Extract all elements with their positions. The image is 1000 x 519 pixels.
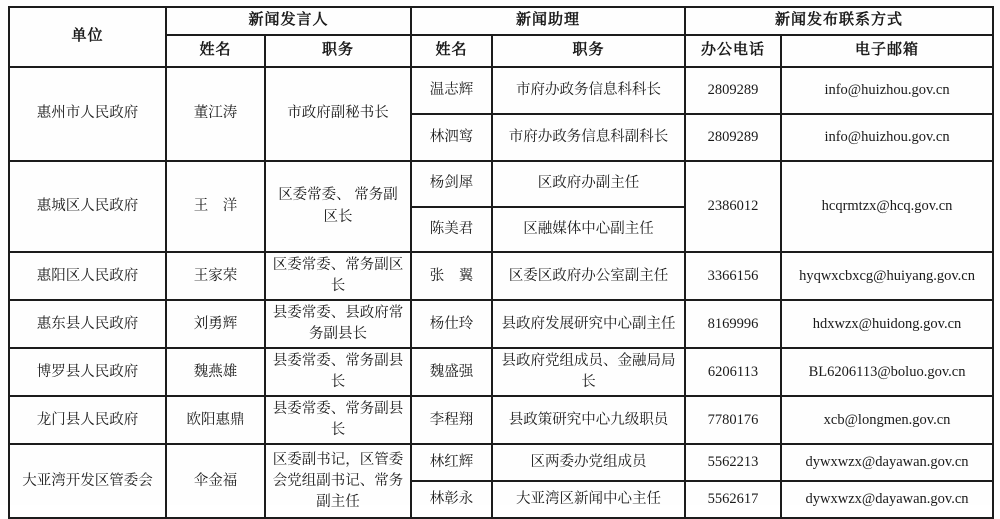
assistant-position-cell: 市府办政务信息科科长 [492,67,685,114]
spokesperson-contact-table [8,6,994,519]
phone-cell: 2386012 [685,161,781,252]
assistant-position-cell: 区融媒体中心副主任 [492,207,685,252]
unit-cell: 博罗县人民政府 [9,348,166,396]
phone-cell: 2809289 [685,67,781,114]
assistant-name-cell: 杨仕玲 [411,300,492,348]
assistant-position-cell: 区政府办副主任 [492,161,685,207]
assistant-name-cell: 李程翔 [411,396,492,444]
assistant-name-cell: 林彰永 [411,481,492,518]
spokesperson-name-cell: 刘勇辉 [166,300,265,348]
assistant-name-cell: 林红辉 [411,444,492,481]
spokesperson-position-cell: 市政府副秘书长 [265,67,411,161]
spokesperson-position-cell: 县委常委、常务副县长 [265,396,411,444]
assistant-name-cell: 魏盛强 [411,348,492,396]
unit-cell: 惠州市人民政府 [9,67,166,161]
header-email: 电子邮箱 [781,35,993,67]
unit-cell: 大亚湾开发区管委会 [9,444,166,518]
header-assistant-group: 新闻助理 [411,7,685,35]
assistant-name-cell: 温志辉 [411,67,492,114]
email-cell: info@huizhou.gov.cn [781,67,993,114]
phone-cell: 2809289 [685,114,781,161]
assistant-position-cell: 市府办政务信息科副科长 [492,114,685,161]
assistant-position-cell: 区委区政府办公室副主任 [492,252,685,300]
header-row-groups [9,7,993,35]
spokesperson-position-cell: 县委常委、常务副县长 [265,348,411,396]
header-contact-group: 新闻发布联系方式 [685,7,993,35]
spokesperson-name-cell: 王家荣 [166,252,265,300]
table-row [9,252,993,300]
spokesperson-name-cell: 王 洋 [166,161,265,252]
assistant-position-cell: 县政府发展研究中心副主任 [492,300,685,348]
header-phone: 办公电话 [685,35,781,67]
assistant-name-cell: 陈美君 [411,207,492,252]
unit-cell: 惠阳区人民政府 [9,252,166,300]
spokesperson-position-cell: 县委常委、县政府常务副县长 [265,300,411,348]
email-cell: dywxwzx@dayawan.gov.cn [781,444,993,481]
phone-cell: 3366156 [685,252,781,300]
table-row [9,396,993,444]
table-row [9,348,993,396]
assistant-position-cell: 区两委办党组成员 [492,444,685,481]
phone-cell: 8169996 [685,300,781,348]
table-row [9,300,993,348]
spokesperson-position-cell: 区委常委、 常务副区长 [265,161,411,252]
table-row [9,161,993,207]
phone-cell: 5562617 [685,481,781,518]
email-cell: xcb@longmen.gov.cn [781,396,993,444]
email-cell: hdxwzx@huidong.gov.cn [781,300,993,348]
phone-cell: 5562213 [685,444,781,481]
spokesperson-name-cell: 欧阳惠鼎 [166,396,265,444]
spokesperson-name-cell: 伞金福 [166,444,265,518]
header-sp-name: 姓名 [166,35,265,67]
phone-cell: 7780176 [685,396,781,444]
header-spokesperson-group: 新闻发言人 [166,7,411,35]
email-cell: info@huizhou.gov.cn [781,114,993,161]
header-sp-position: 职务 [265,35,411,67]
header-unit: 单位 [9,7,166,67]
phone-cell: 6206113 [685,348,781,396]
spokesperson-position-cell: 区委常委、常务副区长 [265,252,411,300]
unit-cell: 惠城区人民政府 [9,161,166,252]
email-cell: hyqwxcbxcg@huiyang.gov.cn [781,252,993,300]
unit-cell: 龙门县人民政府 [9,396,166,444]
assistant-position-cell: 县政府党组成员、金融局局长 [492,348,685,396]
email-cell: hcqrmtzx@hcq.gov.cn [781,161,993,252]
assistant-position-cell: 大亚湾区新闻中心主任 [492,481,685,518]
unit-cell: 惠东县人民政府 [9,300,166,348]
header-assistant-name: 姓名 [411,35,492,67]
assistant-name-cell: 张 翼 [411,252,492,300]
spokesperson-position-cell: 区委副书记，区管委会党组副书记、常务副主任 [265,444,411,518]
table-row [9,444,993,481]
assistant-position-cell: 县政策研究中心九级职员 [492,396,685,444]
table-row [9,67,993,114]
email-cell: BL6206113@boluo.gov.cn [781,348,993,396]
spokesperson-name-cell: 董江涛 [166,67,265,161]
assistant-name-cell: 林泗窎 [411,114,492,161]
assistant-name-cell: 杨剑犀 [411,161,492,207]
spokesperson-name-cell: 魏燕雄 [166,348,265,396]
email-cell: dywxwzx@dayawan.gov.cn [781,481,993,518]
header-assistant-position: 职务 [492,35,685,67]
